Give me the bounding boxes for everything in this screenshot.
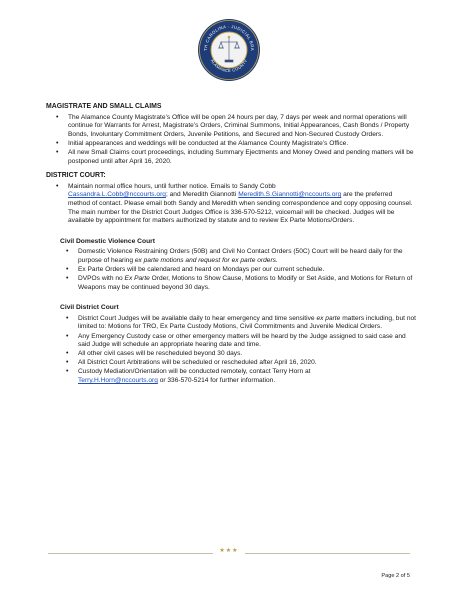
court-seal-logo — [197, 18, 261, 82]
email-link-horn[interactable]: Terry.H.Horn@nccourts.org — [78, 377, 158, 385]
email-link-giannotti[interactable]: Meredith.S.Giannotti@nccourts.org — [238, 191, 342, 199]
footer-stars: ★★★ — [213, 547, 245, 554]
magistrate-item: • Initial appearances and weddings will be conducted at the Alamance County Magistrate’s Office. — [46, 140, 416, 149]
district-section — [46, 172, 416, 226]
civil-district-item: • All District Court Arbitrations will be scheduled or rescheduled after April 16, 2020. — [46, 359, 416, 368]
page-content — [46, 103, 416, 394]
civil-dv-heading: Civil Domestic Violence Court — [60, 237, 156, 245]
magistrate-item: • The Alamance County Magistrate’s Office will be open 24 hours per day, 7 days per week and normal operations will continue for Warrants for Arrest, Magistrate’s Orders, Criminal Summons, Initial Appearances, Cash Bonds / Property Bonds, Involuntary Commitment Orders, Juvenile Petitions, and Secured and Non-Secured Custody Orders. — [46, 114, 416, 140]
magistrate-heading: MAGISTRATE AND SMALL CLAIMS — [46, 103, 162, 110]
svg-text:ALAMANCE COUNTY: ALAMANCE COUNTY — [209, 58, 249, 74]
district-item: • Maintain normal office hours, until further notice. Emails to Sandy Cobb Cassandra.L.Cobb@nccourts.org; and Meredith Giannotti Meredith.S.Giannotti@nccourts.org are the preferred method of contact. Please email both Sandy and Meredith when sending correspondence and copy opposing counsel. The main number for the District Court Judges Office is 336-570-5212, voicemail will be checked. Judges will be available by appointment for matters authorized by statute and to review Ex Parte Motions/Orders. — [46, 183, 416, 226]
district-heading: DISTRICT COURT: — [46, 172, 106, 180]
civil-district-item: • All other civil cases will be rescheduled beyond 30 days. — [46, 350, 416, 359]
civil-dv-section — [46, 238, 416, 293]
svg-text:NORTH CAROLINA · JUDICIAL BRAN: TH CAROLINA · JUDICIAL BRA — [202, 23, 256, 52]
civil-dv-item: • DVPOs with no Ex Parte Order, Motions to Show Cause, Motions to Modify or Set Aside, and Motions for Return of Weapons may be continued beyond 30 days. — [46, 275, 416, 292]
page-number: Page 2 of 5 — [381, 573, 410, 579]
magistrate-item: • All new Small Claims court proceedings, including Summary Ejectments and Money Owed and pending matters will be postponed until after April 16, 2020. — [46, 149, 416, 166]
civil-district-item: • District Court Judges will be available daily to hear emergency and time sensitive ex parte matters including, but not limited to: Motions for TRO, Ex Parte Custody Motions, Civil Commitments and Juvenile Medical Orders. — [46, 315, 416, 332]
civil-district-section — [46, 304, 416, 385]
magistrate-section — [46, 103, 416, 166]
civil-district-item: • Custody Mediation/Orientation will be conducted remotely, contact Terry Horn at Terry.H.Horn@nccourts.org or 336-570-5214 for further information. — [46, 368, 416, 385]
email-link-cobb[interactable]: Cassandra.L.Cobb@nccourts.org — [68, 191, 166, 199]
civil-dv-item: • Ex Parte Orders will be calendared and heard on Mondays per our current schedule. — [46, 266, 416, 275]
civil-district-item: • Any Emergency Custody case or other emergency matters will be heard by the Judge assigned to said case and said Judge will schedule an appropriate hearing date and time. — [46, 333, 416, 350]
civil-district-heading: Civil District Court — [60, 304, 119, 312]
civil-dv-item: • Domestic Violence Restraining Orders (50B) and Civil No Contact Orders (50C) Court will be heard daily for the purpose of hearing ex parte motions and request for ex parte orders. — [46, 248, 416, 265]
